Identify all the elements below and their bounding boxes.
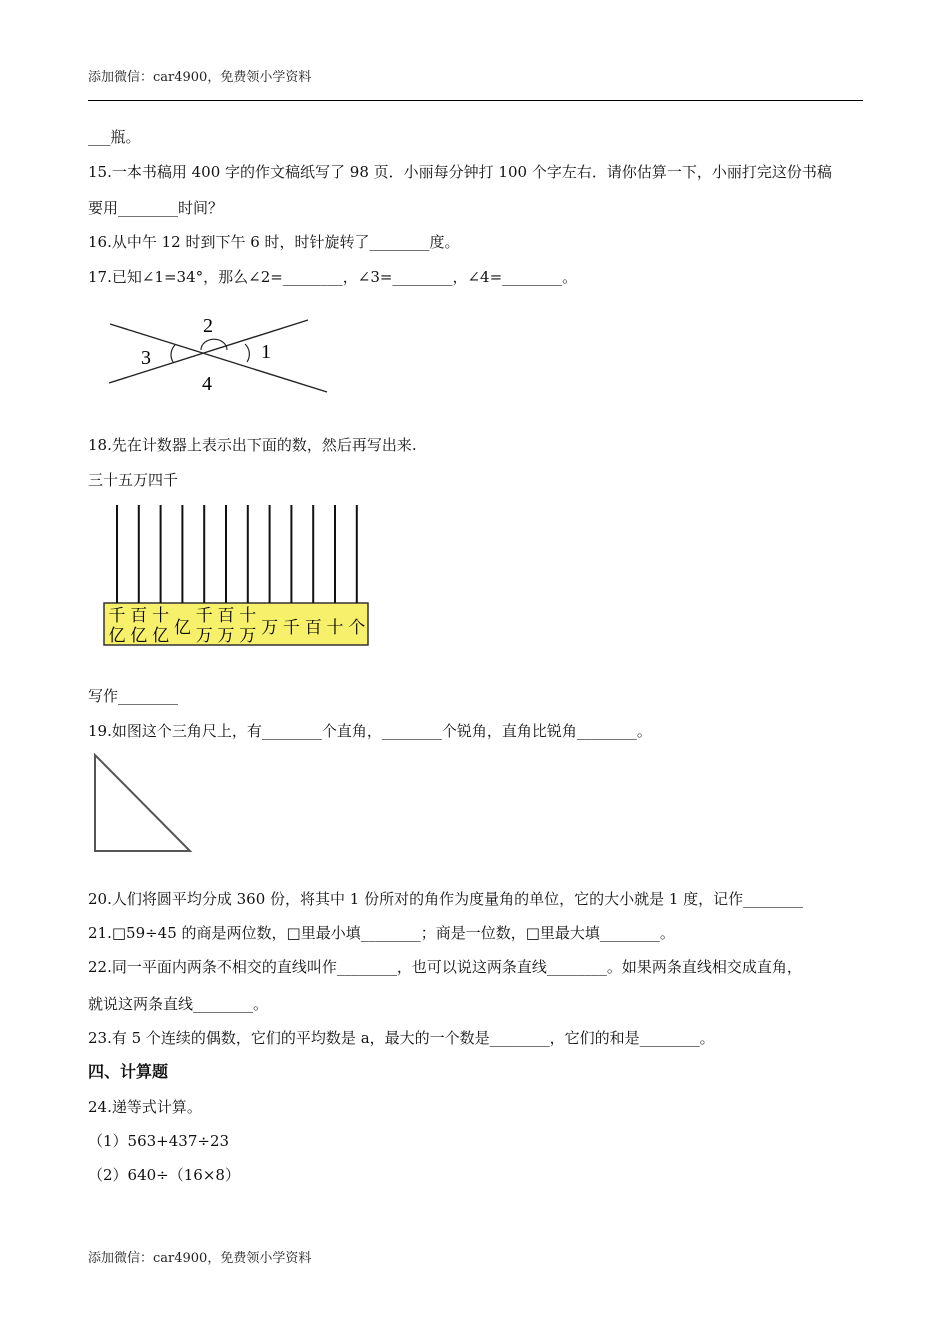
- header-divider: [88, 100, 863, 101]
- angle-arc-2: [201, 339, 227, 350]
- abacus-place-label: 亿: [152, 626, 170, 646]
- angle-arc-1: [245, 344, 249, 362]
- angle-arc-3: [171, 345, 175, 362]
- abacus-place-label: 十: [326, 618, 344, 638]
- abacus-place-label: 千: [282, 618, 300, 638]
- abacus-place-label: 亿: [173, 618, 191, 638]
- question-19: 19.如图这个三角尺上，有________个直角，________个锐角，直角比锐角________。: [88, 722, 652, 740]
- question-15-line1: 15.一本书稿用 400 字的作文稿纸写了 98 页．小丽每分钟打 100 个字左右．请你估算一下，小丽打完这份书稿: [88, 163, 832, 181]
- abacus-place-label: 万: [195, 626, 213, 646]
- set-square-triangle: [88, 748, 198, 860]
- abacus-place-label: 千: [195, 606, 213, 626]
- question-21: 21.□59÷45 的商是两位数，□里最小填________；商是一位数，□里最大填________。: [88, 924, 675, 942]
- section-4-heading: 四、计算题: [88, 1062, 169, 1081]
- question-22-line2: 就说这两条直线________。: [88, 995, 269, 1013]
- angle-label-3: 3: [141, 347, 151, 369]
- question-17: 17.已知∠1=34°，那么∠2=________，∠3=________，∠4=________。: [88, 268, 578, 286]
- question-23: 23.有 5 个连续的偶数，它们的平均数是 a，最大的一个数是________，它们的和是________。: [88, 1029, 715, 1047]
- continuation-line: ___瓶。: [88, 128, 141, 146]
- abacus-place-label: 千: [108, 606, 126, 626]
- question-24: 24.递等式计算。: [88, 1098, 202, 1116]
- question-22-line1: 22.同一平面内两条不相交的直线叫作________，也可以说这两条直线________。如果两条直线相交成直角，: [88, 958, 802, 976]
- abacus-place-label: 十: [152, 606, 170, 626]
- angle-label-2: 2: [203, 315, 213, 337]
- abacus-place-label: 个: [348, 618, 366, 638]
- question-18-write: 写作________: [88, 687, 179, 705]
- abacus-counter: [100, 500, 370, 650]
- abacus-place-label: 百: [130, 606, 148, 626]
- angle-label-4: 4: [202, 373, 212, 395]
- intersecting-lines-figure: [105, 310, 335, 400]
- question-15-line2: 要用________时间？: [88, 199, 224, 217]
- page-footer: 添加微信：car4900，免费领小学资料: [88, 1251, 312, 1266]
- abacus-place-label: 亿: [108, 626, 126, 646]
- abacus-place-label: 万: [217, 626, 235, 646]
- question-16: 16.从中午 12 时到下午 6 时，时针旋转了________度。: [88, 233, 460, 251]
- abacus-place-label: 万: [261, 618, 279, 638]
- abacus-place-label: 百: [304, 618, 322, 638]
- angle-label-1: 1: [261, 341, 271, 363]
- question-18: 18.先在计数器上表示出下面的数，然后再写出来.: [88, 436, 417, 454]
- question-24-part-1: （1）563+437÷23: [88, 1132, 230, 1150]
- question-18-number: 三十五万四千: [88, 471, 179, 489]
- abacus-place-label: 百: [217, 606, 235, 626]
- abacus-place-label: 万: [239, 626, 257, 646]
- question-20: 20.人们将圆平均分成 360 份，将其中 1 份所对的角作为度量角的单位，它的大小就是 1 度，记作________: [88, 890, 804, 908]
- abacus-place-label: 十: [239, 606, 257, 626]
- abacus-place-label: 亿: [130, 626, 148, 646]
- page-header: 添加微信：car4900，免费领小学资料: [88, 70, 312, 85]
- question-24-part-2: （2）640÷（16×8）: [88, 1166, 240, 1184]
